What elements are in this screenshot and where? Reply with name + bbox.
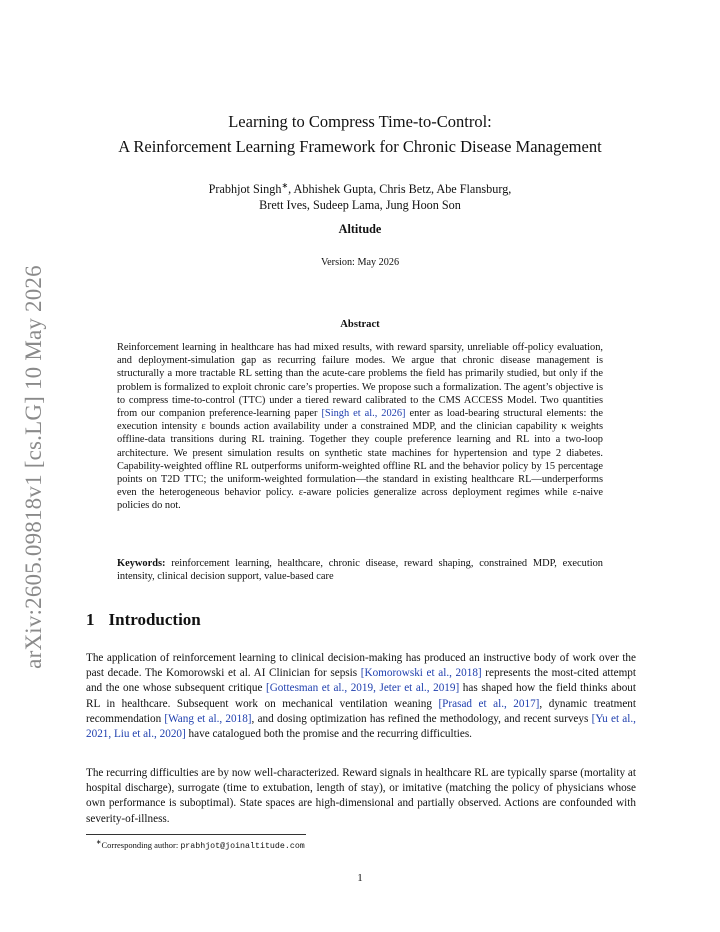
intro-text: , dynamic treatment recommendation [86, 697, 637, 725]
page-number: 1 [357, 872, 363, 884]
abstract-part-2: enter as load-bearing structural elements: the execution intensity ε bounds action availability under a constrained MDP, and the clinician capability κ weights offline-data transitions during RL training. Together they couple preference learning and RL into a two-loop architecture. We present simulation results on synthetic state machines for hypertension and type 2 diabetes. Capability-weighted offline RL outperforms uniform-weighted offline RL and the behavior policy by 15 percentage points on T2D TTC; the uniform-weighted formulation—the standard in existing healthcare RL—underperforms even the heterogeneous behavior policy. ε-aware policies generalize across deployment regimes while ε-naive policies do not. [117, 408, 603, 512]
section-number: 1 [86, 610, 95, 629]
intro-text: represents the most-cited attempt and the one whose subsequent critique [86, 667, 637, 695]
citation-link[interactable]: [Yu et al., 2021, Liu et al., 2020] [86, 712, 636, 741]
citation-link[interactable]: [Komorowski et al., 2018] [360, 667, 482, 680]
co-authors: , Abhishek Gupta, Chris Betz, Abe Flansburg, [288, 182, 512, 197]
citation-link[interactable]: [Singh et al., 2026] [321, 408, 406, 420]
footnote [96, 838, 305, 851]
section-heading [86, 610, 201, 630]
first-author: Prabhjot Singh [208, 182, 282, 197]
footnote-rule [86, 834, 306, 835]
section-title: Introduction [108, 610, 201, 629]
keywords [117, 557, 603, 583]
intro-paragraph-2: The recurring difficulties are by now well-characterized. Reward signals in healthcare RL are typically sparse (mortality at hospital discharge), surrogate (time to extubation, length of stay), or imitative (matching the policy of physicians whose own performance is suboptimal). State spaces are high-dimensional and partially observed. Actions are confounded with severity-of-illness. [86, 767, 636, 825]
footnote-marker: ∗ [96, 839, 102, 846]
intro-text: have catalogued both the promise and the recurring difficulties. [185, 728, 472, 741]
authors-line-2: Brett Ives, Sudeep Lama, Jung Hoon Son [259, 198, 461, 212]
arxiv-stamp-text: arXiv:2605.09818v1 [cs.LG] 10 May 2026 [21, 265, 46, 669]
author-footnote-marker: ∗ [281, 181, 289, 190]
authors-line-1 [0, 181, 720, 197]
intro-paragraph-1 [86, 651, 636, 742]
keywords-list: reinforcement learning, healthcare, chronic disease, reward shaping, constrained MDP, execution intensity, clinical decision support, value-based care [117, 558, 603, 583]
paper-title-line-1: Learning to Compress Time-to-Control: [228, 112, 492, 131]
intro-text: The application of reinforcement learning to clinical decision-making has produced an instructive body of work over the past decade. The Komorowski et al. AI Clinician for sepsis [86, 652, 636, 680]
footnote-email[interactable]: prabhjot@joinaltitude.com [180, 841, 305, 851]
abstract-part-1: Reinforcement learning in healthcare has had mixed results, with reward sparsity, unreliable off-policy evaluation, and deployment-simulation gap as recurring failure modes. We argue that chronic disease management is structurally a more tractable RL setting than the acute-care problems the field has primarily studied, but only if the problem is formalized to exploit chronic care’s properties. We propose such a formalization. The agent’s objective is to compress time-to-control (TTC) under a tiered reward calibrated to the CMS ACCESS Model. Two quantities from our companion preference-learning paper [117, 342, 603, 420]
abstract-heading: Abstract [340, 319, 380, 330]
version-line: Version: May 2026 [320, 257, 400, 268]
affiliation: Altitude [338, 222, 382, 236]
intro-text: , and dosing optimization has refined the methodology, and recent surveys [251, 712, 592, 725]
abstract-text [117, 341, 603, 513]
citation-link[interactable]: [Wang et al., 2018] [164, 712, 252, 725]
footnote-text: Corresponding author: [101, 839, 181, 850]
keywords-label: Keywords: [117, 558, 166, 569]
intro-text: has shaped how the field thinks about RL in healthcare. Subsequent work on mechanical ventilation weaning [86, 682, 636, 710]
citation-link[interactable]: [Gottesman et al., 2019, Jeter et al., 2019] [266, 682, 460, 695]
paper-title-line-2: A Reinforcement Learning Framework for Chronic Disease Management [118, 137, 602, 156]
arxiv-stamp [18, 252, 50, 682]
citation-link[interactable]: [Prasad et al., 2017] [438, 697, 540, 710]
